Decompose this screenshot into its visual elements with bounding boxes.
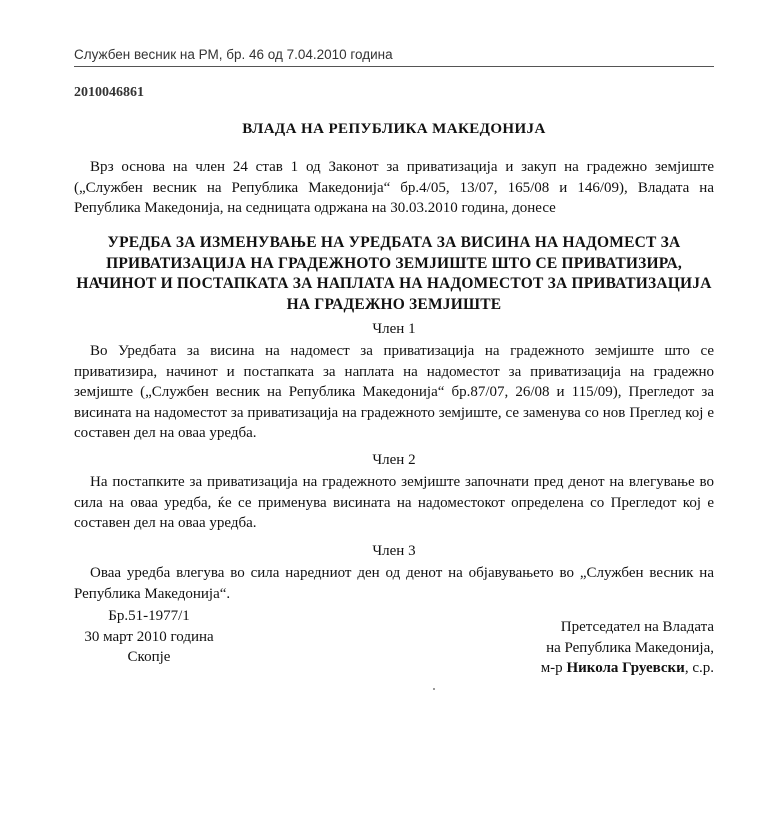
reference-number: Бр.51-1977/1 xyxy=(108,608,190,624)
reference-place: Скопје xyxy=(127,649,171,665)
article-1-heading: Член 1 xyxy=(372,321,416,337)
document-number: 2010046861 xyxy=(74,85,144,100)
reference-date: 30 март 2010 година xyxy=(84,628,214,645)
preamble-paragraph: Врз основа на член 24 став 1 од Законот за приватизација и закуп на градежно земјиште („Службен весник на Република Македонија“ бр.4/05, 13/07, 165/08 и 146/09), Владата на Република Македонија, на седницата одржана на 30.03.2010 година, донесе xyxy=(74,159,714,216)
gazette-header: Службен весник на РМ, бр. 46 од 7.04.2010 година xyxy=(74,47,714,67)
article-1-text: Во Уредбата за висина на надомест за приватизација на градежното земјиште што се приватизира, начинот и постапката за наплата на надоместот за приватизација на градежно земјиште („Службен весник на Република Македонија“ бр.87/07, 26/08 и 115/09), Прегледот за висината на надоместот за приватизација на градежното земјиште, се заменува со нов Преглед кој е составен дел на оваа уредба. xyxy=(74,343,714,441)
signature-block xyxy=(500,617,714,679)
decree-title: УРЕДБА ЗА ИЗМЕНУВАЊЕ НА УРЕДБАТА ЗА ВИСИНА НА НАДОМЕСТ ЗА ПРИВАТИЗАЦИЈА НА ГРАДЕЖНОТО ЗЕМЈИШТЕ ШТО СЕ ПРИВАТИЗИРА, НАЧИНОТ И ПОСТАПКАТА ЗА НАПЛАТА НА НАДОМЕСТОТ ЗА ПРИВАТИЗАЦИЈА НА ГРАДЕЖНО ЗЕМЈИШТЕ xyxy=(76,234,712,313)
article-2-text: На постапките за приватизација на градежното земјиште започнати пред денот на влегување во сила на оваа уредба, ќе се применува висината на надоместокот определена со Прегледот кој е составен дел на оваа уредба. xyxy=(74,474,714,531)
scan-speck xyxy=(433,688,435,690)
signatory-role-line-1: Претседател на Владата xyxy=(560,619,714,635)
article-3-heading: Член 3 xyxy=(372,543,416,559)
article-2-heading: Член 2 xyxy=(372,452,416,468)
article-3-text: Оваа уредба влегува во сила наредниот ден од денот на објавувањето во „Службен весник на Република Македонија“. xyxy=(74,565,714,602)
reference-block xyxy=(74,606,234,668)
signatory-name: Никола Груевски xyxy=(566,660,685,676)
signatory-suffix: , с.р. xyxy=(684,660,714,676)
signatory-name-line xyxy=(500,658,714,679)
signatory-prefix: м-р xyxy=(540,660,563,676)
signatory-role-line-2: на Република Македонија, xyxy=(546,639,714,656)
issuer-heading: ВЛАДА НА РЕПУБЛИКА МАКЕДОНИЈА xyxy=(242,121,546,137)
